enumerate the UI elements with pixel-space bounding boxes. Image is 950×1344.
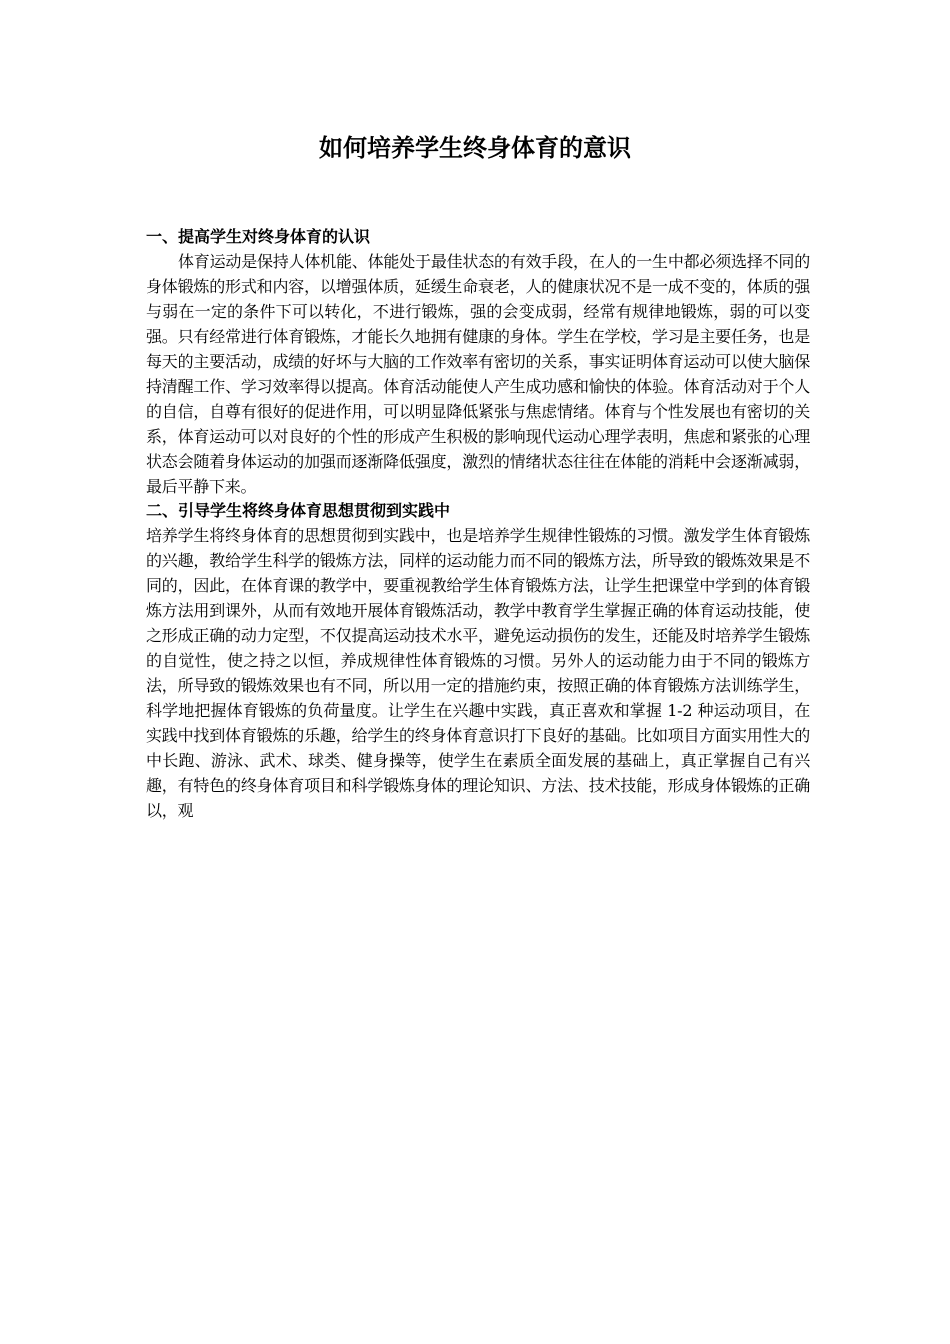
section-2-heading: 二、引导学生将终身体育思想贯彻到实践中 bbox=[146, 501, 451, 520]
section-1-paragraph: 体育运动是保持人体机能、体能处于最佳状态的有效手段，在人的一生中都必须选择不同的身体锻炼的形式和内容，以增强体质，延缓生命衰老，人的健康状况不是一成不变的，体质的强与弱在一定的条件下可以转化，不进行锻炼，强的会变成弱，经常有规律地锻炼，弱的可以变强。只有经常进行体育锻炼，才能长久地拥有健康的身体。学生在学校，学习是主要任务，也是每天的主要活动，成绩的好坏与大脑的工作效率有密切的关系，事实证明体育运动可以使大脑保持清醒工作、学习效率得以提高。体育活动能使人产生成功感和愉快的体验。体育活动对于个人的自信，自尊有很好的促进作用，可以明显降低紧张与焦虑情绪。体育与个性发展也有密切的关系，体育运动可以对良好的个性的形成产生积极的影响现代运动心理学表明，焦虑和紧张的心理状态会随着身体运动的加强而逐渐降低强度，激烈的情绪状态往往在体能的消耗中会逐渐减弱，最后平静下来。 bbox=[146, 252, 810, 496]
document-title: 如何培养学生终身体育的意识 bbox=[319, 134, 631, 162]
document-body bbox=[146, 225, 810, 823]
section-2-paragraph: 培养学生将终身体育的思想贯彻到实践中，也是培养学生规律性锻炼的习惯。激发学生体育锻炼的兴趣，教给学生科学的锻炼方法，同样的运动能力而不同的锻炼方法，所导致的锻炼效果是不同的，因此，在体育课的教学中，要重视教给学生体育锻炼方法，让学生把课堂中学到的体育锻炼方法用到课外，从而有效地开展体育锻炼活动，教学中教育学生掌握正确的体育运动技能，使之形成正确的动力定型，不仅提高运动技术水平，避免运动损伤的发生，还能及时培养学生锻炼的自觉性，使之持之以恒，养成规律性体育锻炼的习惯。另外人的运动能力由于不同的锻炼方法，所导致的锻炼效果也有不同，所以用一定的措施约束，按照正确的体育锻炼方法训练学生，科学地把握体育锻炼的负荷量度。让学生在兴趣中实践，真正喜欢和掌握 1-2 种运动项目，在实践中找到体育锻炼的乐趣，给学生的终身体育意识打下良好的基础。比如项目方面实用性大的中长跑、游泳、武术、球类、健身操等，使学生在素质全面发展的基础上，真正掌握自己有兴趣，有特色的终身体育项目和科学锻炼身体的理论知识、方法、技术技能，形成身体锻炼的正确以，观 bbox=[146, 526, 810, 820]
section-1 bbox=[146, 225, 810, 499]
section-2 bbox=[146, 499, 810, 823]
section-1-heading: 一、提高学生对终身体育的认识 bbox=[146, 227, 371, 246]
